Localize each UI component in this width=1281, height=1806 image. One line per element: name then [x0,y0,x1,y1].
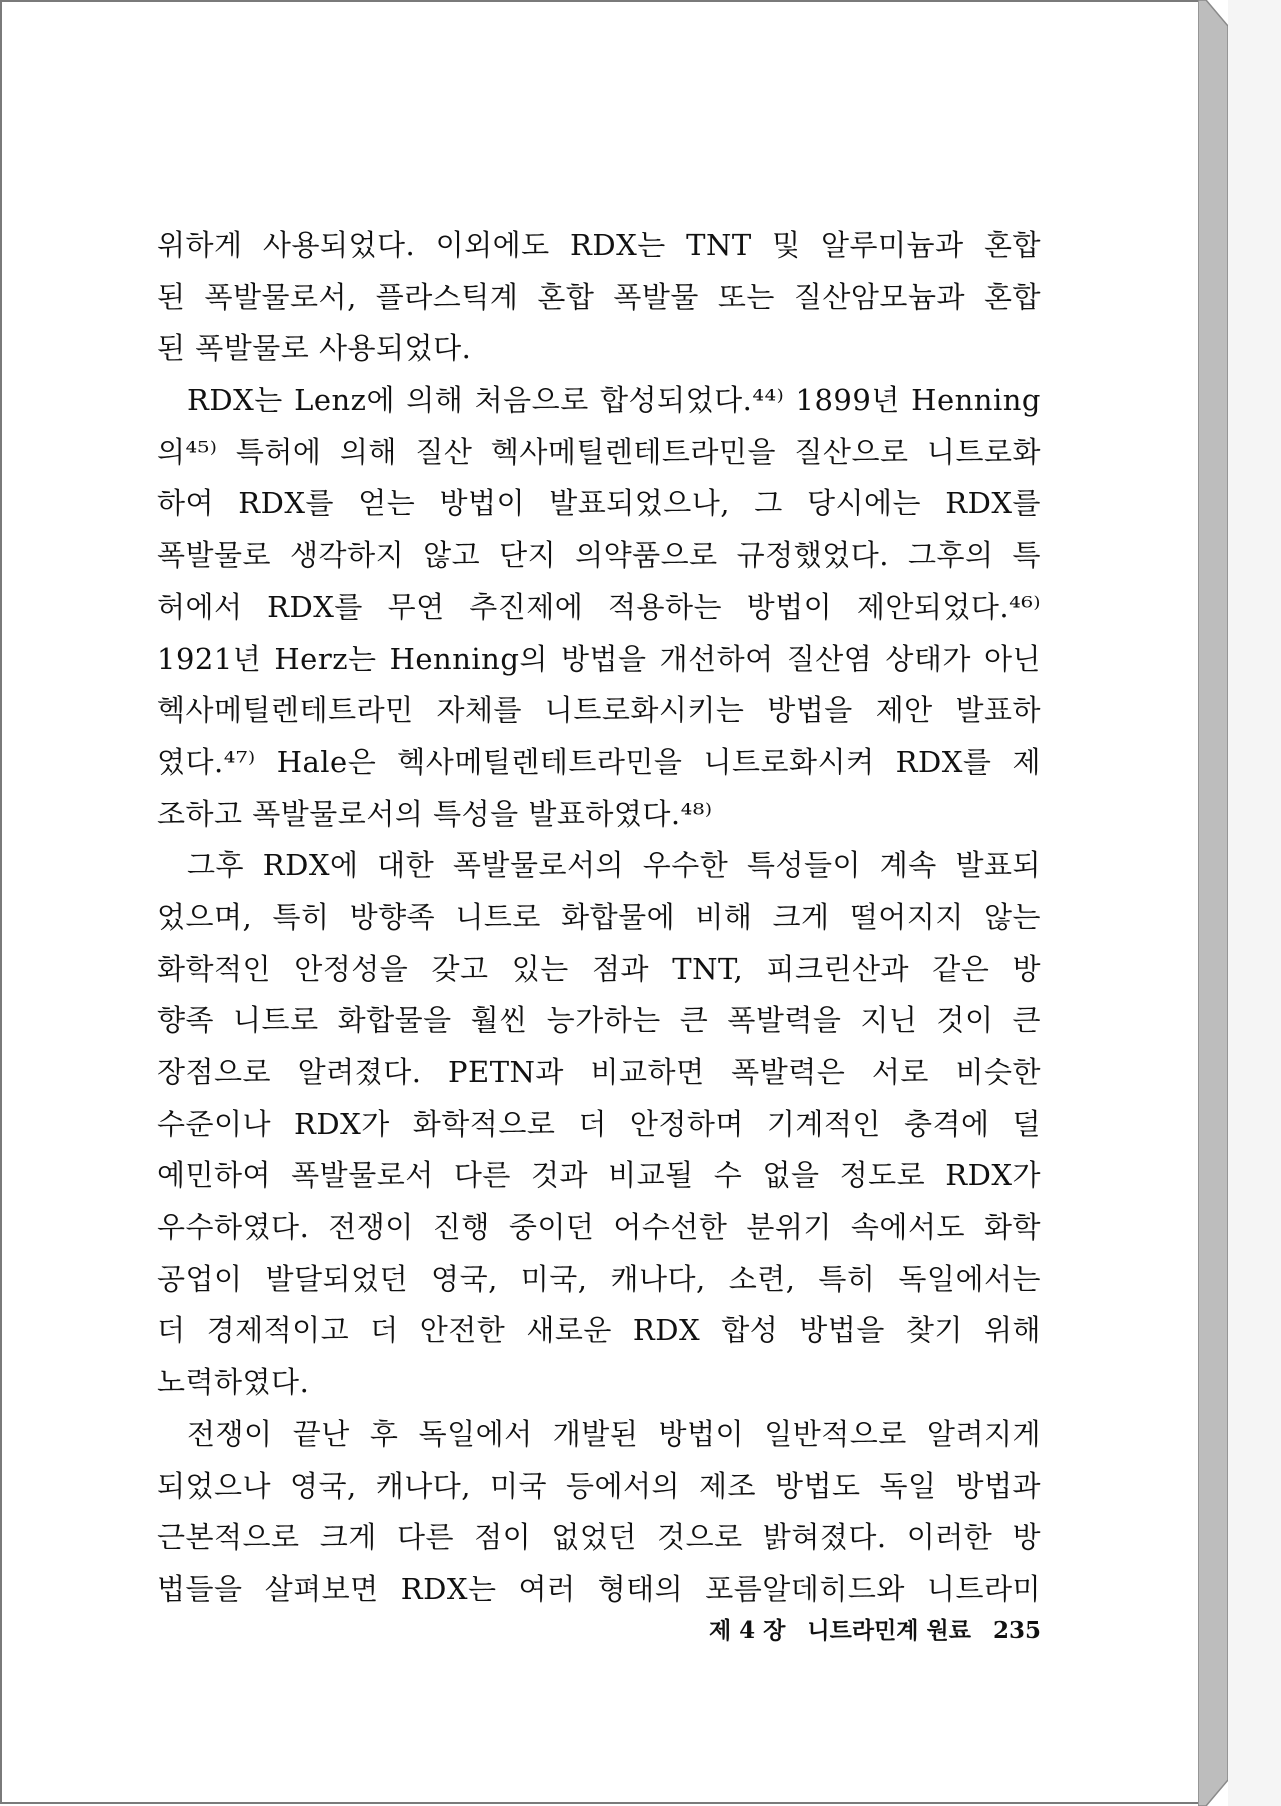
page-edge-shadow [1198,0,1228,1806]
text-line: 근본적으로 크게 다른 점이 없었던 것으로 밝혀졌다. 이러한 방 [157,1520,1041,1555]
text-line: 허에서 RDX를 무연 추진제에 적용하는 방법이 제안되었다.⁴⁶⁾ [157,589,1041,624]
paragraph-start-line: 전쟁이 끝난 후 독일에서 개발된 방법이 일반적으로 알려지게 [187,1416,1041,1451]
text-line: 공업이 발달되었던 영국, 미국, 캐나다, 소련, 특히 독일에서는 [157,1261,1041,1296]
text-line: 화학적인 안정성을 갖고 있는 점과 TNT, 피크린산과 같은 방 [157,951,1041,986]
text-line: 노력하였다. [157,1365,310,1400]
text-line: 향족 니트로 화합물을 훨씬 능가하는 큰 폭발력을 지닌 것이 큰 [157,1003,1041,1038]
text-line: 었으며, 특히 방향족 니트로 화합물에 비해 크게 떨어지지 않는 [157,899,1041,934]
body-text [157,220,1041,1616]
text-line: 위하게 사용되었다. 이외에도 RDX는 TNT 및 알루미늄과 혼합 [157,228,1041,262]
text-line: 1921년 Herz는 Henning의 방법을 개선하여 질산염 상태가 아닌 [157,641,1041,676]
chapter-label: 제 4 장 [708,1617,786,1644]
text-line: 의⁴⁵⁾ 특허에 의해 질산 헥사메틸렌테트라민을 질산으로 니트로화 [157,434,1041,469]
text-line: 우수하였다. 전쟁이 진행 중이던 어수선한 분위기 속에서도 화학 [157,1210,1041,1245]
text-line: 헥사메틸렌테트라민 자체를 니트로화시키는 방법을 제안 발표하 [157,693,1041,728]
text-line: 된 폭발물로서, 플라스틱계 혼합 폭발물 또는 질산암모늄과 혼합 [157,279,1041,314]
paragraph-start-line: RDX는 Lenz에 의해 처음으로 합성되었다.⁴⁴⁾ 1899년 Henning [187,383,1041,418]
text-line: 수준이나 RDX가 화학적으로 더 안정하며 기계적인 충격에 덜 [157,1106,1041,1141]
text-line: 된 폭발물로 사용되었다. [157,331,472,366]
text-line: 예민하여 폭발물로서 다른 것과 비교될 수 없을 정도로 RDX가 [157,1158,1041,1193]
text-line: 법들을 살펴보면 RDX는 여러 형태의 포름알데히드와 니트라미 [157,1571,1041,1606]
paragraph-start-line: 그후 RDX에 대한 폭발물로서의 우수한 특성들이 계속 발표되 [187,848,1041,883]
text-line: 조하고 폭발물로서의 특성을 발표하였다.⁴⁸⁾ [157,796,713,831]
text-line: 였다.⁴⁷⁾ Hale은 헥사메틸렌테트라민을 니트로화시켜 RDX를 제 [157,744,1041,779]
page-gutter [1228,0,1281,1806]
page-number: 235 [992,1617,1041,1644]
text-line: 더 경제적이고 더 안전한 새로운 RDX 합성 방법을 찾기 위해 [157,1313,1041,1348]
text-line: 폭발물로 생각하지 않고 단지 의약품으로 규정했었다. 그후의 특 [157,538,1041,573]
chapter-title: 니트라민계 원료 [807,1617,971,1644]
running-footer [677,1612,1041,1646]
text-line: 되었으나 영국, 캐나다, 미국 등에서의 제조 방법도 독일 방법과 [157,1468,1041,1503]
text-line: 장점으로 알려졌다. PETN과 비교하면 폭발력은 서로 비슷한 [157,1055,1041,1089]
text-line: 하여 RDX를 얻는 방법이 발표되었으나, 그 당시에는 RDX를 [157,486,1041,521]
